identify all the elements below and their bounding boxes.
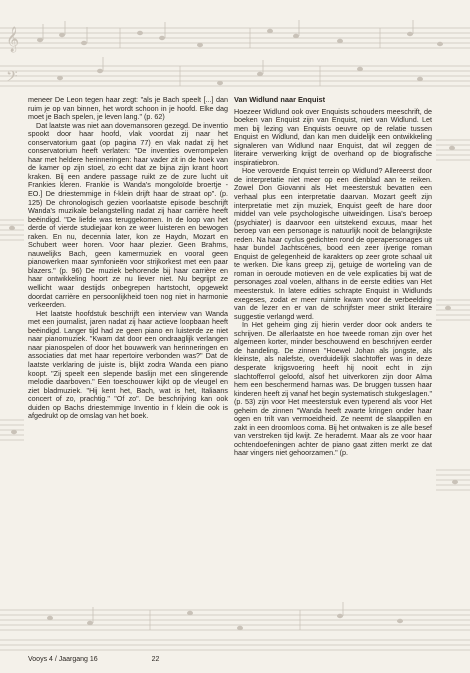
right-paragraph-1: Hoezeer Widlund ook over Enquists schouders meeschrift, de boeken van Enquist zijn van Enquist, niet van Widlund. Let men bij lezing van Enquists oeuvre op de relatie tussen Enquist en Widlund, dan kan men duidelijk een ontwikkeling signaleren van Widlund naar Enquist, dat wil zeggen de literaire verwerking krijgt de overhand op de biografische inspiratiebron. bbox=[234, 106, 432, 167]
svg-text:𝄞: 𝄞 bbox=[6, 27, 20, 52]
right-paragraph-2: Hoe veroverde Enquist terrein op Widlund? Allereerst door de interpretatie niet meer op een dienblad aan te reiken. Zowel Don Giovanni als Het meesterstuk bevatten een verhaal plus een interpretatie daarvan. Mozart geeft zijn interpretatie met zijn muziek, Enquist geeft de hare door middel van vele psychologische uitweidingen. Lisa's beroep (psychiater) is daarvoor een uitstekend excuus, maar het beroep van een personage is natuurlijk nooit de belangrijkste reden. Na haar cyclus gedichten rond de operapersonages uit haar bundel Jachtscènes, bood een zeer ijverige roman Enquist de gelegenheid de karakters op zeer grote schaal uit te werken. Die kans greep zij, getuige de worteling van de roman in oeroude motieven en de vele explicaties bij wat de personages zoal voelen, althans in de eerste edities van Het meesterstuk. In latere edities schrapte Enquist in Widlunds exegeses, zodat er meer ruimte kwam voor de verbeelding van de lezer en er van de schrijfster meer strikt literaire suggestie verlangd werd. bbox=[234, 166, 432, 321]
page-number: 22 bbox=[151, 656, 160, 663]
left-column bbox=[28, 96, 228, 421]
svg-text:𝄢: 𝄢 bbox=[6, 68, 18, 89]
section-heading: Van Widlund naar Enquist bbox=[234, 95, 326, 104]
left-paragraph-2: Dat laatste was niet aan dovemansoren gezegd. De inventio spookt door haar hoofd, vlak voordat zij naar het conservatorium gaat (op pagina 77) en vlak nadat zij het conservatorium heeft verlaten: "De inventies overrompelen haar met heldere herinneringen: haar vader zit in de hoek van de kamer op zijn stoel, zo echt dat ze bijna zijn krant hoort kraken. Bij een andere passage ruikt ze de zure lucht uit Frankies kleren. Frankie is Wanda's mongoloïde broertje - EO.] De driestemmige in f-klein drijft haar de straat op". (p. 125) De chronologisch gezien voorlaatste episode beschrijft Wanda's muzikale belangstelling nadat zij haar carrière heeft beëindigd. "De liefde was teruggekomen. In de loop van het derde of vierde studiejaar kon ze weer luisteren en bewogen raken. En nu, decennia later, kon ze Haydn, Mozart en Schubert weer horen. Voor haar plezier. Geen Brahms, nauwelijks Bach, geen kamermuziek en vooral geen pianowerken maar symfonieën voor strijkorkest met een paar blazers." (p. 96) De muziek behorende bij haar carrière en haar ontwikkeling hoort ze nu liever niet. Nu begrijpt ze wellicht waar destijds onbegrepen hartstocht, opgewekt doordat carrière en persoonlijkheid toen nog niet in harmonie verkeerden. bbox=[28, 120, 228, 310]
page-footer bbox=[28, 656, 159, 663]
right-column bbox=[234, 96, 432, 458]
right-paragraph-3: In Het geheim ging zij hierin verder door ook anders te schrijven. De allerlaatste en hoe tweede roman zijn over het algemeen korter, minder beschouwend en beschrijven eerder de handeling. De zinnen "Hoewel Johan als jongste, als kleinste, als nalefste, overduidelijk slachtoffer was in deze desperate krijgsvoering heeft hij nooit echt in zijn slachtofferrol geloofd, alsof het uitverkoren zijn door Alma hem een beschermend harnas was. De bruggen tussen haar kinderen heeft zij vanaf het begin systematisch stukgeslagen." (p. 53) zijn voor Het meesterstuk even typerend als voor Het geheim de zinnen "Wanda heeft zwarte kringen onder haar ogen en trilt van vermoeidheid. Ze neemt de slaappillen en zakt in een droomloos coma. Bij het ontwaken is ze alle besef van verstreken tijd kwijt. Ze heradernt. Maar als ze voor haar ochtendoefeningen achter de piano gaat zitten merkt ze dat haar vingers niet gehoorzamen." (p. bbox=[234, 320, 432, 458]
left-paragraph-3: Het laatste hoofdstuk beschrijft een interview van Wanda met een journalist, jaren nadat zij haar actieve loopbaan heeft beëindigd. Langer tijd had ze geen piano en luisterde ze niet naar pianomuziek. "Kwam dat door een ondraaglijk verlangen naar pianospelen of door het bouwwerk van herinneringen en associaties dat met haar repertoire verbonden was?" Dat de laatste verklaring de juiste is, blijkt zodra Wanda een piano koopt. "Zij speelt een slepende baslijn met een slingerende melodie daarboven." Een toeschouwer kijkt op de vleugel en ziet bladmuziek. "Hij kent het, Bach, wat is het, Italiaans concert of zo, prachtig." "Of zo". De beschrijving kan ook duiden op Bachs driestemmige Inventio in f klein die ook is afgedrukt op de omslag van het boek. bbox=[28, 308, 228, 421]
left-paragraph-1: meneer De Leon tegen haar zegt: "als je Bach speelt [...] dan ruim je op van binnen, het wordt schoon in je hoofd. Elke dag moet je Bach spelen, je leven lang." (p. 62) bbox=[28, 95, 228, 122]
journal-name: Vooys 4 / Jaargang 16 bbox=[28, 656, 98, 663]
